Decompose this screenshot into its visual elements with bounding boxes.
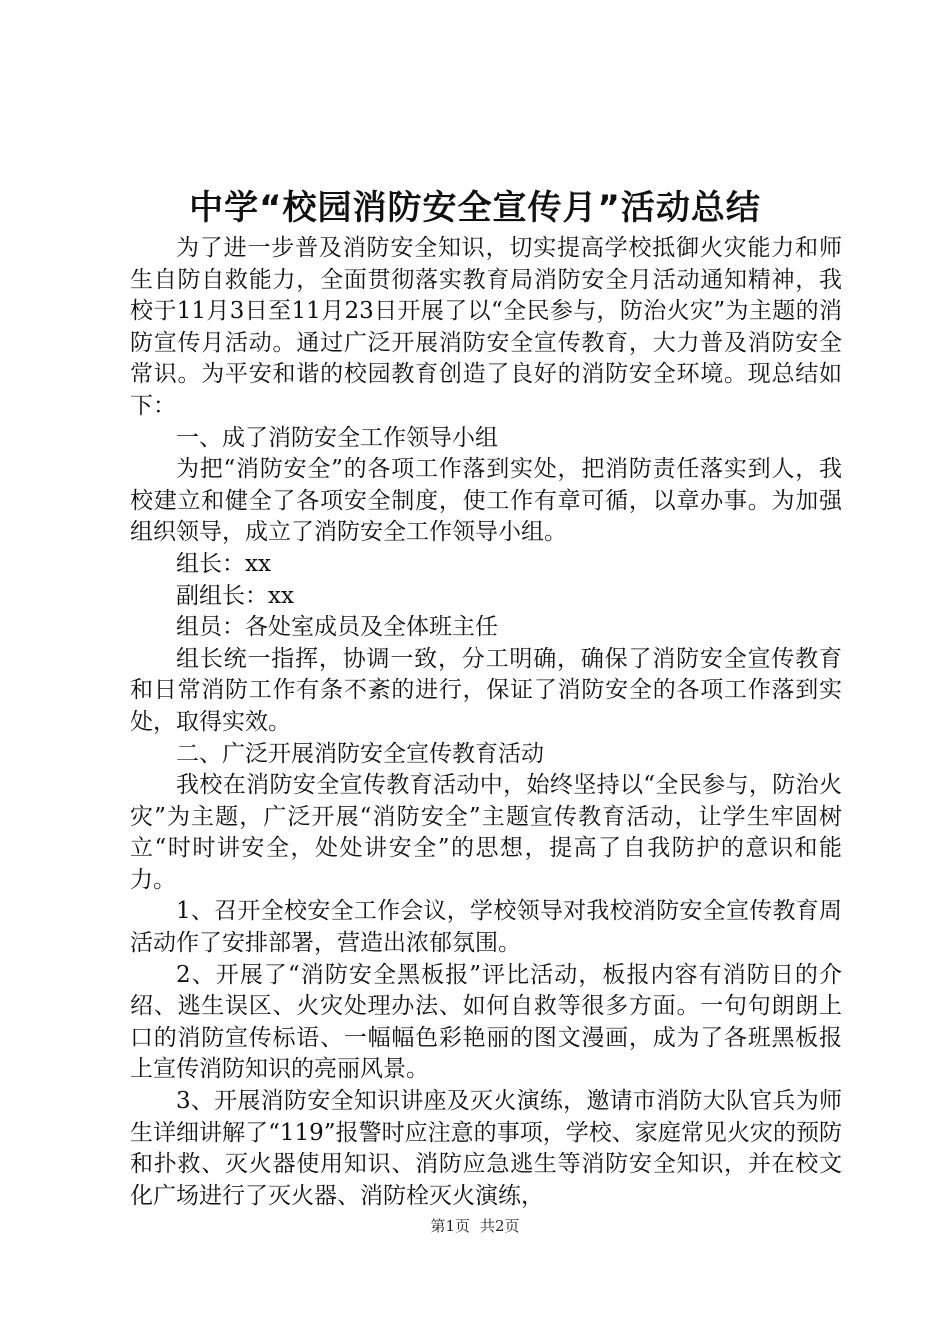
document-body [130,233,842,1212]
page-number: 第1页 [430,1217,470,1235]
page-total: 共2页 [480,1217,520,1235]
section-heading-2: 二、广泛开展消防安全宣传教育活动 [176,740,544,767]
page-footer [0,1216,950,1236]
document-title: 中学“校园消防安全宣传月”活动总结 [189,188,761,228]
paragraph: 为把“消防安全”的各项工作落到实处，把消防责任落实到人，我校建立和健全了各项安全制度，使工作有章可循，以章办事。为加强组织领导，成立了消防安全工作领导小组。 [130,456,842,546]
list-item-3: 3、开展消防安全知识讲座及灭火演练，邀请市消防大队官兵为师生详细讲解了“119”报警时应注意的事项，学校、家庭常见火灾的预防和扑救、灭火器使用知识、消防应急逃生等消防安全知识，并在校文化广场进行了灭火器、消防栓灭火演练， [130,1088,842,1209]
paragraph-intro: 为了进一步普及消防安全知识，切实提高学校抵御火灾能力和师生自防自救能力，全面贯彻落实教育局消防安全月活动通知精神，我校于11月3日至11月23日开展了以“全民参与，防治火灾”为主题的消防宣传月活动。通过广泛开展消防安全宣传教育，大力普及消防安全常识。为平安和谐的校园教育创造了良好的消防安全环境。现总结如下： [130,235,842,419]
group-members-line: 组员：各处室成员及全体班主任 [176,614,498,641]
list-item-2: 2、开展了“消防安全黑板报”评比活动，板报内容有消防日的介绍、逃生误区、火灾处理办法、如何自救等很多方面。一句句朗朗上口的消防宣传标语、一幅幅色彩艳丽的图文漫画，成为了各班黑板报上宣传消防知识的亮丽风景。 [130,961,842,1083]
section-heading-1: 一、成了消防安全工作领导小组 [176,424,498,451]
paragraph: 组长统一指挥，协调一致，分工明确，确保了消防安全宣传教育和日常消防工作有条不紊的进行，保证了消防安全的各项工作落到实处，取得实效。 [130,645,842,735]
deputy-leader-line: 副组长：xx [176,582,294,609]
list-item-1: 1、召开全校安全工作会议，学校领导对我校消防安全宣传教育周活动作了安排部署，营造出浓郁氛围。 [130,898,842,957]
paragraph: 我校在消防安全宣传教育活动中，始终坚持以“全民参与，防治火灾”为主题，广泛开展“消防安全”主题宣传教育活动，让学生牢固树立“时时讲安全，处处讲安全”的思想，提高了自我防护的意识和能力。 [130,772,842,893]
group-leader-line: 组长：xx [176,550,271,577]
